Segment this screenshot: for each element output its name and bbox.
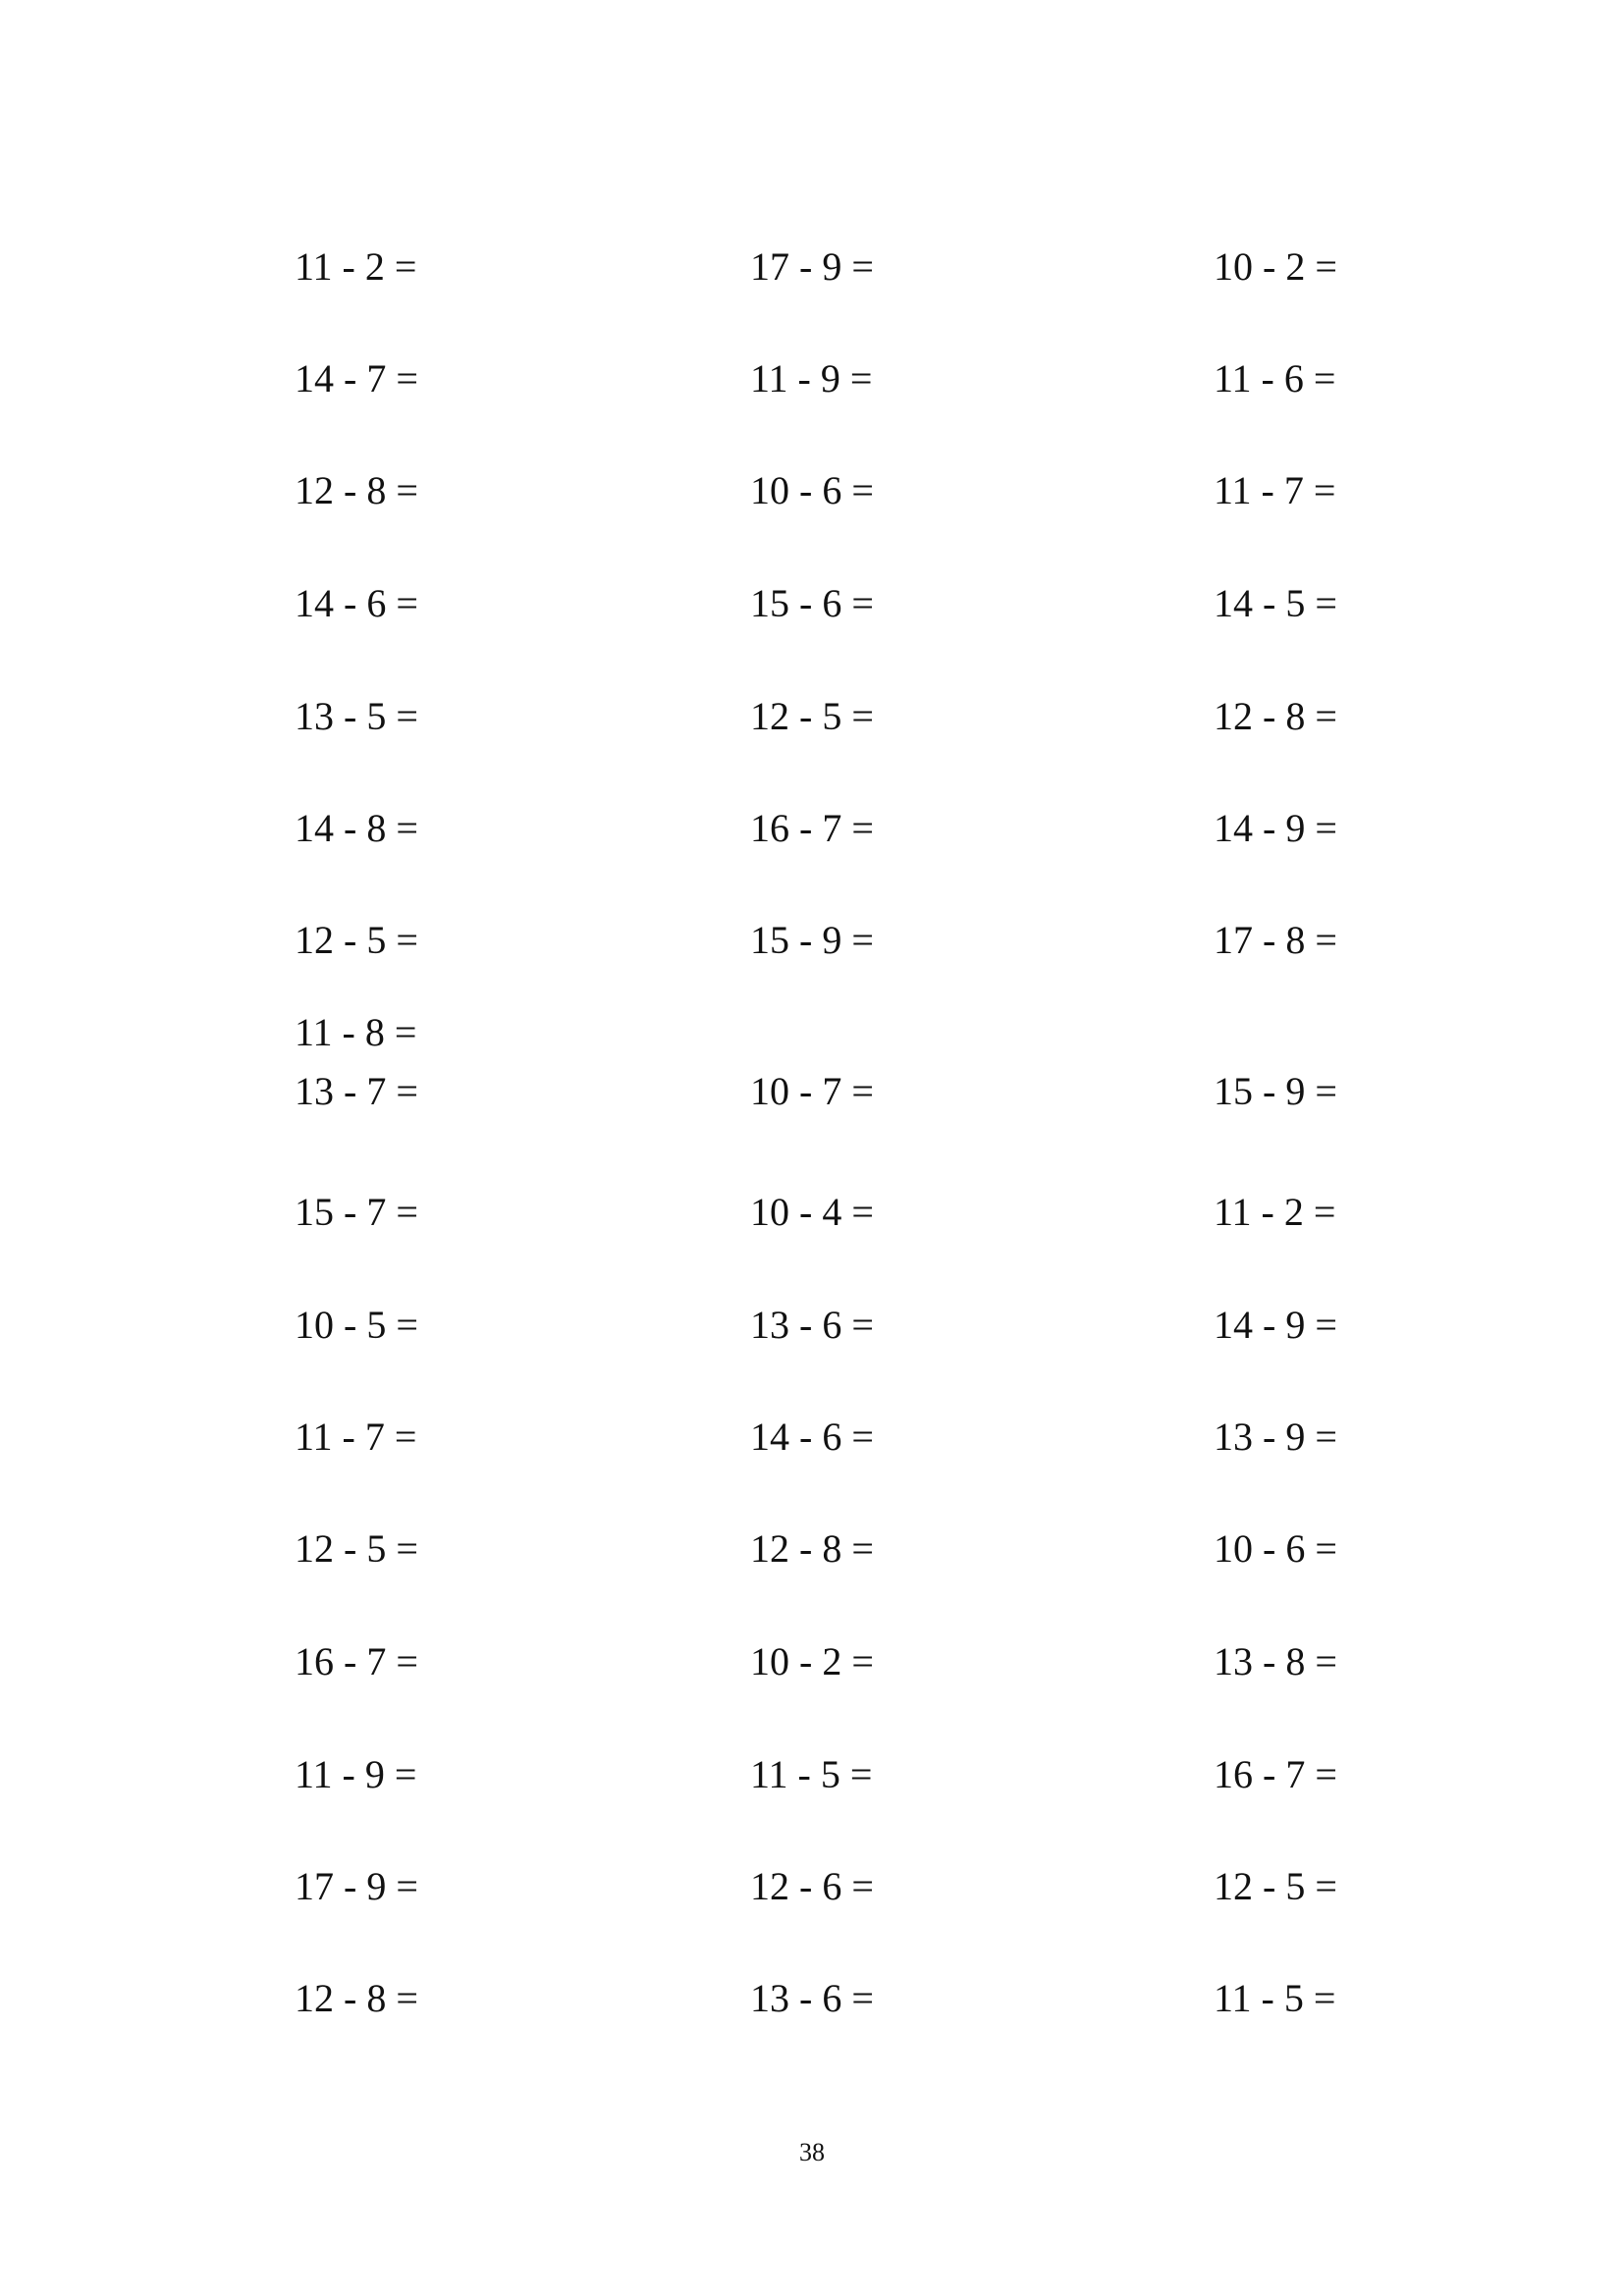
problem-r12-c2: 14 - 6 = [750,1415,874,1459]
problem-r14-c2: 10 - 2 = [750,1639,874,1683]
problem-r4-c3: 14 - 5 = [1214,581,1337,625]
problem-r1-c3: 10 - 2 = [1214,244,1337,289]
page-number: 38 [799,2138,825,2166]
problem-r4-c1: 14 - 6 = [295,581,418,625]
problem-r11-c1: 10 - 5 = [295,1303,418,1347]
problem-r16-c1: 17 - 9 = [295,1864,418,1908]
problem-r3-c1: 12 - 8 = [295,468,418,512]
problem-r2-c3: 11 - 6 = [1214,356,1336,400]
problem-r14-c3: 13 - 8 = [1214,1639,1337,1683]
problem-r11-c3: 14 - 9 = [1214,1303,1337,1347]
problem-r17-c2: 13 - 6 = [750,1976,874,2020]
problem-r10-c2: 10 - 4 = [750,1190,874,1234]
problem-r15-c2: 11 - 5 = [750,1752,873,1796]
problem-r7-c2: 15 - 9 = [750,918,874,962]
problem-r17-c3: 11 - 5 = [1214,1976,1336,2020]
problem-r6-c1: 14 - 8 = [295,806,418,850]
problem-r9-c1: 13 - 7 = [295,1069,418,1113]
problem-r1-c1: 11 - 2 = [295,244,417,289]
problem-r12-c1: 11 - 7 = [295,1415,417,1459]
problem-r9-c2: 10 - 7 = [750,1069,874,1113]
problem-r8-c1: 11 - 8 = [295,1010,417,1054]
problem-r6-c2: 16 - 7 = [750,806,874,850]
problem-r10-c3: 11 - 2 = [1214,1190,1336,1234]
problem-r10-c1: 15 - 7 = [295,1190,418,1234]
problem-r2-c2: 11 - 9 = [750,356,873,400]
problem-r15-c3: 16 - 7 = [1214,1752,1337,1796]
problem-r7-c3: 17 - 8 = [1214,918,1337,962]
problem-r1-c2: 17 - 9 = [750,244,874,289]
problem-r11-c2: 13 - 6 = [750,1303,874,1347]
problem-r4-c2: 15 - 6 = [750,581,874,625]
problem-r16-c3: 12 - 5 = [1214,1864,1337,1908]
problem-r15-c1: 11 - 9 = [295,1752,417,1796]
problem-r7-c1: 12 - 5 = [295,918,418,962]
problem-r5-c3: 12 - 8 = [1214,694,1337,738]
problem-r17-c1: 12 - 8 = [295,1976,418,2020]
problem-r13-c2: 12 - 8 = [750,1526,874,1571]
problem-r13-c3: 10 - 6 = [1214,1526,1337,1571]
problem-r3-c2: 10 - 6 = [750,468,874,512]
problem-r3-c3: 11 - 7 = [1214,468,1336,512]
problem-r5-c2: 12 - 5 = [750,694,874,738]
problem-r9-c3: 15 - 9 = [1214,1069,1337,1113]
problem-r2-c1: 14 - 7 = [295,356,418,400]
problem-r5-c1: 13 - 5 = [295,694,418,738]
problem-r13-c1: 12 - 5 = [295,1526,418,1571]
problem-r14-c1: 16 - 7 = [295,1639,418,1683]
problem-r12-c3: 13 - 9 = [1214,1415,1337,1459]
problem-r6-c3: 14 - 9 = [1214,806,1337,850]
problem-r16-c2: 12 - 6 = [750,1864,874,1908]
